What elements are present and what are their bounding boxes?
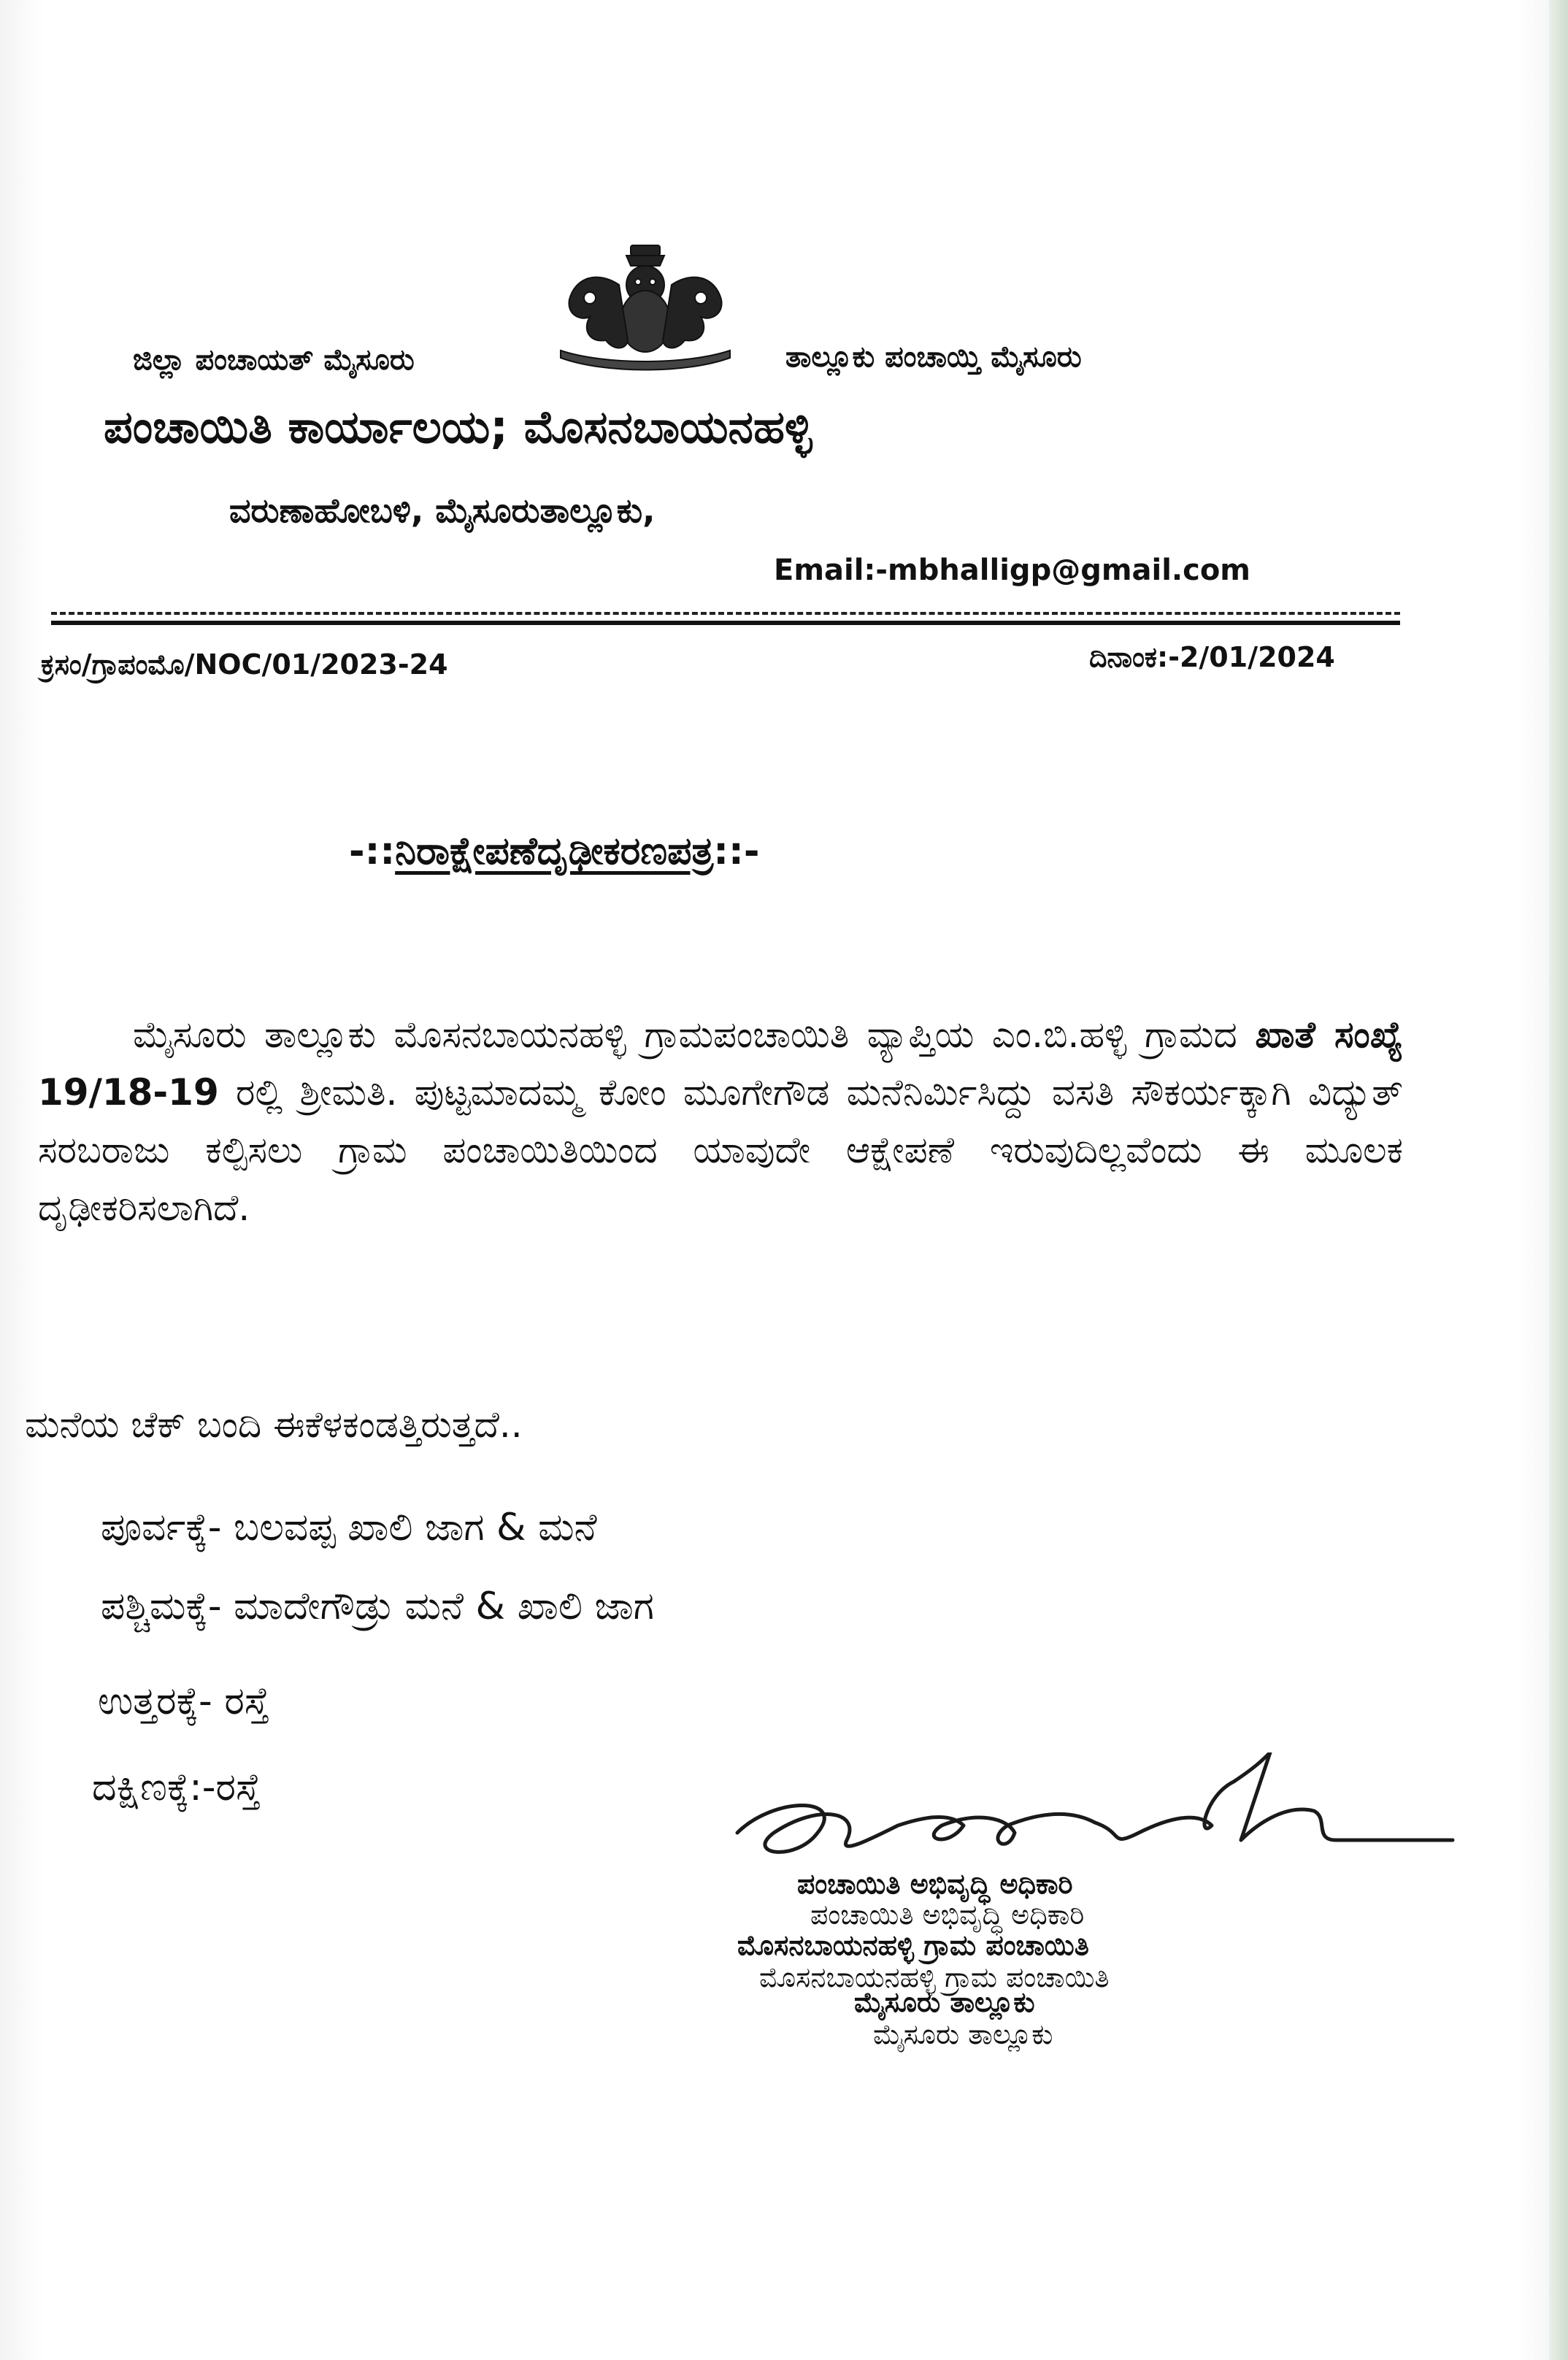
karnataka-emblem-icon [546,241,745,372]
office-email: Email:-mbhalligp@gmail.com [774,553,1250,587]
boundary-south: ದಕ್ಷಿಣಕ್ಕೆ:-ರಸ್ತೆ [92,1766,261,1809]
district-panchayat-label: ಜಿಲ್ಲಾ ಪಂಚಾಯತ್ ಮೈಸೂರು [133,343,415,377]
office-address: ವರುಣಾಹೋಬಳಿ, ಮೈಸೂರುತಾಲ್ಲೂಕು, [229,491,656,530]
document-title [349,830,759,874]
certificate-body [38,1006,1403,1237]
sign-line-2: ಮೊಸನಬಾಯನಹಳ್ಳಿ ಗ್ರಾಮ ಪಂಚಾಯಿತಿ [759,1961,1110,1993]
reference-number: ಕ್ರಸಂ/ಗ್ರಾಪಂಮೊ/NOC/01/2023-24 [41,648,448,681]
boundary-intro: ಮನೆಯ ಚೆಕ್ ಬಂದಿ ಈಕೆಳಕಂಡತ್ತಿರುತ್ತದೆ.. [25,1403,523,1446]
boundary-north: ಉತ್ತರಕ್ಕೆ- ರಸ್ತೆ [98,1679,269,1723]
sign-line-3: ಮೈಸೂರು ತಾಲ್ಲೂಕು [873,2018,1053,2050]
seal-line-1: ಪಂಚಾಯಿತಿ ಅಭಿವೃದ್ಧಿ ಅಧಿಕಾರಿ [797,1868,1073,1900]
title-prefix: -:: [349,830,396,873]
header-separator-dashed [51,612,1400,615]
body-text-part1: ಮೈಸೂರು ತಾಲ್ಲೂಕು ಮೊಸನಬಾಯನಹಳ್ಳಿ ಗ್ರಾಮಪಂಚಾಯಿತಿ ವ್ಯಾಪ್ತಿಯ ಎಂ.ಬಿ.ಹಳ್ಳಿ ಗ್ರಾಮದ [133,1014,1256,1056]
boundary-west: ಪಶ್ಚಿಮಕ್ಕೆ- ಮಾದೇಗೌಡ್ರು ಮನೆ & ಖಾಲಿ ಜಾಗ [101,1585,654,1628]
taluk-panchayat-label: ತಾಲ್ಲೂಕು ಪಂಚಾಯ್ತಿ ಮೈಸೂರು [785,340,1082,374]
seal-line-3: ಮೈಸೂರು ತಾಲ್ಲೂಕು [854,1986,1035,2018]
title-suffix: ::- [713,830,760,873]
seal-line-2: ಮೊಸನಬಾಯನಹಳ್ಳಿ ಗ್ರಾಮ ಪಂಚಾಯಿತಿ [737,1929,1089,1961]
office-title: ಪಂಚಾಯಿತಿ ಕಾರ್ಯಾಲಯ; ಮೊಸನಬಾಯನಹಳ್ಳಿ [104,400,812,453]
body-text-part2: ರಲ್ಲಿ ಶ್ರೀಮತಿ. ಪುಟ್ಟಮಾದಮ್ಮ ಕೋಂ ಮೂಗೇಗೌಡ ಮನೆನಿರ್ಮಿಸಿದ್ದು ವಸತಿ ಸೌಕರ್ಯಕ್ಕಾಗಿ ವಿದ್ಯುತ್ ಸರಬರಾಜು ಕಲ್ಪಿಸಲು ಗ್ರಾಮ ಪಂಚಾಯಿತಿಯಿಂದ ಯಾವುದೇ ಆಕ್ಷೇಪಣೆ ಇರುವುದಿಲ್ಲವೆಂದು ಈ ಮೂಲಕ ದೃಢೀಕರಿಸಲಾಗಿದೆ. [38,1071,1403,1229]
header-separator-solid [51,621,1400,625]
title-text: ನಿರಾಕ್ಷೇಪಣೆದೃಢೀಕರಣಪತ್ರ [395,830,714,873]
paper-edge [1549,0,1568,2360]
boundary-east: ಪೂರ್ವಕ್ಕೆ- ಬಲವಪ್ಪ ಖಾಲಿ ಜಾಗ & ಮನೆ [101,1506,597,1549]
document-date: ದಿನಾಂಕ:-2/01/2024 [1089,641,1335,673]
sign-line-1: ಪಂಚಾಯಿತಿ ಅಭಿವೃದ್ಧಿ ಅಧಿಕಾರಿ [810,1899,1085,1931]
body-khata-number: ಖಾತೆ ಸಂಖ್ಯೆ 19/18-19 [38,1014,1403,1114]
